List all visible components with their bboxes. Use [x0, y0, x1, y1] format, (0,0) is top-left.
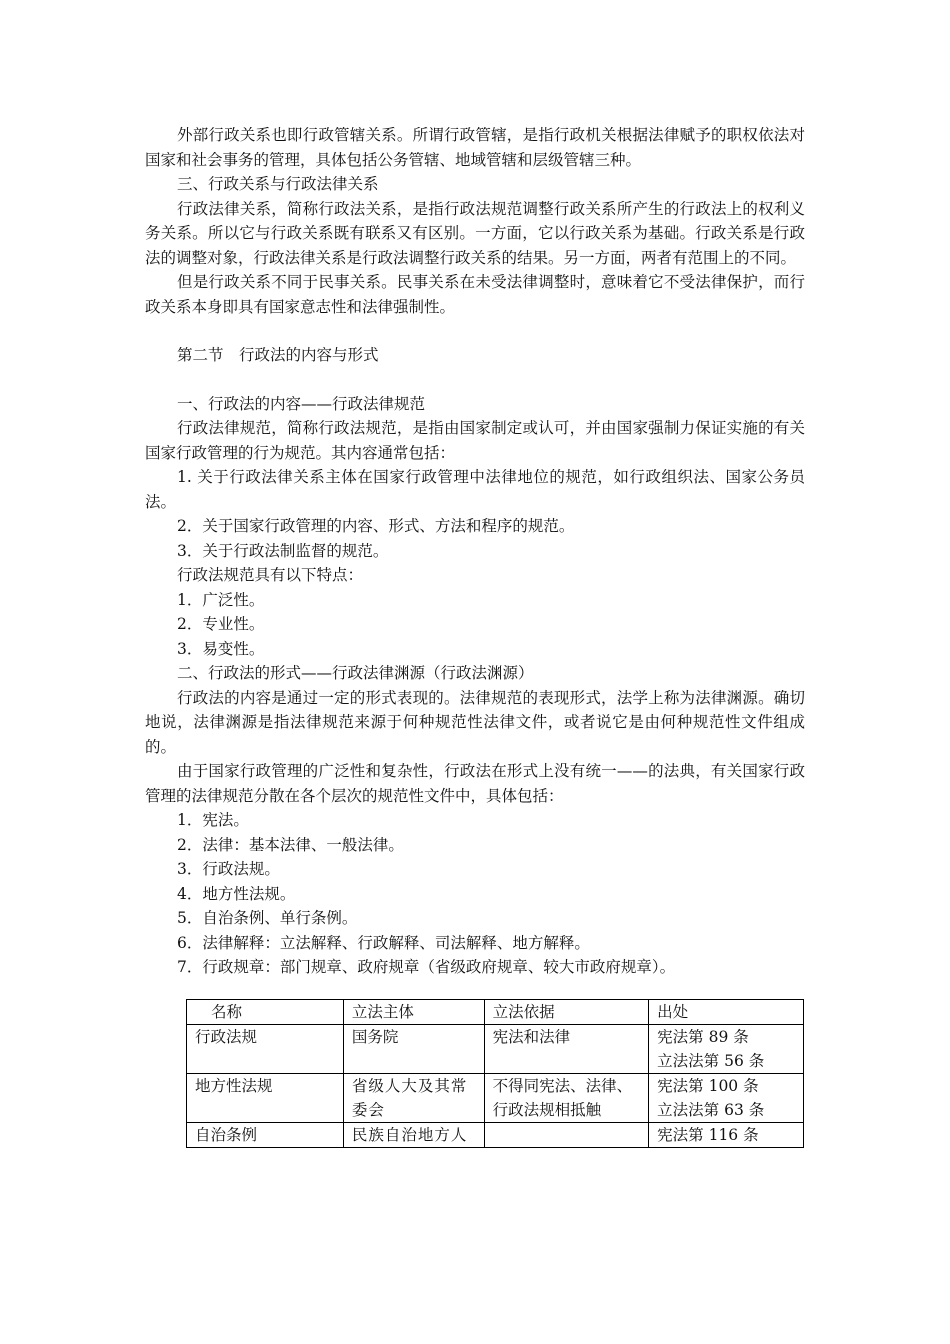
table-cell-source-line: 宪法第 116 条 [657, 1125, 759, 1144]
table-cell-name: 自治条例 [187, 1122, 344, 1147]
table-cell-source-line: 立法法第 63 条 [657, 1100, 765, 1119]
heading-content: 一、行政法的内容——行政法律规范 [177, 394, 426, 413]
section-title: 第二节 行政法的内容与形式 [177, 346, 379, 364]
list-item-norm-3: 3．关于行政法制监督的规范。 [177, 541, 389, 560]
paragraph-legal-relations: 行政法律关系，简称行政法关系，是指行政法规范调整行政关系所产生的行政法上的权利义务关系。所以它与行政关系既有联系又有区别。一方面，它以行政关系为基础。行政关系是行政法的调整对象，行政法律关系是行政法调整行政关系的结果。另一方面，两者有范围上的不同。 [145, 199, 805, 267]
table-row [187, 1073, 804, 1122]
list-item-source-6: 6．法律解释：立法解释、行政解释、司法解释、地方解释。 [177, 933, 590, 952]
list-item-norm-1: 1. 关于行政法律关系主体在国家行政管理中法律地位的规范，如行政组织法、国家公务员法。 [145, 468, 805, 511]
main-content [145, 392, 805, 980]
heading-form: 二、行政法的形式——行政法律渊源（行政法渊源） [177, 664, 534, 682]
table-cell-subject: 国务院 [343, 1024, 484, 1073]
list-item-feature-3: 3．易变性。 [177, 639, 265, 658]
list-item-source-1: 1．宪法。 [177, 811, 249, 829]
table-cell-source-line: 立法法第 56 条 [657, 1051, 765, 1070]
table-header-source: 出处 [649, 999, 804, 1024]
table-cell-source [649, 1122, 804, 1147]
table-cell-basis [484, 1122, 649, 1147]
table-cell-basis: 不得同宪法、法律、行政法规相抵触 [484, 1073, 649, 1122]
table-row [187, 1024, 804, 1073]
list-item-feature-1: 1．广泛性。 [177, 590, 265, 609]
table-header-subject: 立法主体 [343, 999, 484, 1024]
table-header-row [187, 999, 804, 1024]
table-cell-subject: 省级人大及其常委会 [343, 1073, 484, 1122]
table-cell-source-line: 宪法第 89 条 [657, 1027, 749, 1046]
list-item-feature-2: 2．专业性。 [177, 615, 265, 633]
paragraph-norm-definition: 行政法律规范，简称行政法规范，是指由国家制定或认可，并由国家强制力保证实施的有关国家行政管理的行为规范。其内容通常包括： [145, 419, 805, 462]
list-item-source-3: 3．行政法规。 [177, 860, 280, 878]
list-item-source-5: 5．自治条例、单行条例。 [177, 909, 358, 927]
table-cell-source [649, 1073, 804, 1122]
paragraph-civil-vs-admin: 但是行政关系不同于民事关系。民事关系在未受法律调整时，意味着它不受法律保护，而行政关系本身即具有国家意志性和法律强制性。 [145, 273, 805, 316]
list-item-source-7: 7．行政规章：部门规章、政府规章（省级政府规章、较大市政府规章）。 [177, 958, 676, 976]
table-cell-subject: 民族自治地方人 [343, 1122, 484, 1147]
document-page [145, 123, 805, 1148]
table-cell-name: 地方性法规 [187, 1073, 344, 1122]
list-item-source-4: 4．地方性法规。 [177, 884, 296, 903]
paragraph-form-definition: 行政法的内容是通过一定的形式表现的。法律规范的表现形式，法学上称为法律渊源。确切地说，法律渊源是指法律规范来源于何种规范性法律文件，或者说它是由何种规范性文件组成的。 [145, 688, 805, 756]
table-header-name: 名称 [187, 999, 344, 1024]
table-cell-source-line: 宪法第 100 条 [657, 1076, 759, 1095]
list-item-norm-2: 2．关于国家行政管理的内容、形式、方法和程序的规范。 [177, 517, 575, 535]
list-item-source-2: 2．法律：基本法律、一般法律。 [177, 835, 404, 854]
law-sources-table [186, 999, 804, 1148]
table-cell-source [649, 1024, 804, 1073]
table-cell-name: 行政法规 [187, 1024, 344, 1073]
paragraph-form-sources: 由于国家行政管理的广泛性和复杂性，行政法在形式上没有统一——的法典，有关国家行政管理的法律规范分散在各个层次的规范性文件中，具体包括： [145, 762, 805, 805]
table-header-basis: 立法依据 [484, 999, 649, 1024]
heading-relations-3: 三、行政关系与行政法律关系 [177, 175, 379, 193]
table-cell-basis: 宪法和法律 [484, 1024, 649, 1073]
table-row [187, 1122, 804, 1147]
paragraph-features-intro: 行政法规范具有以下特点： [177, 566, 364, 584]
paragraph-external-relations: 外部行政关系也即行政管辖关系。所谓行政管辖，是指行政机关根据法律赋予的职权依法对国家和社会事务的管理，具体包括公务管辖、地域管辖和层级管辖三种。 [145, 126, 805, 169]
table-wrapper [145, 999, 805, 1148]
